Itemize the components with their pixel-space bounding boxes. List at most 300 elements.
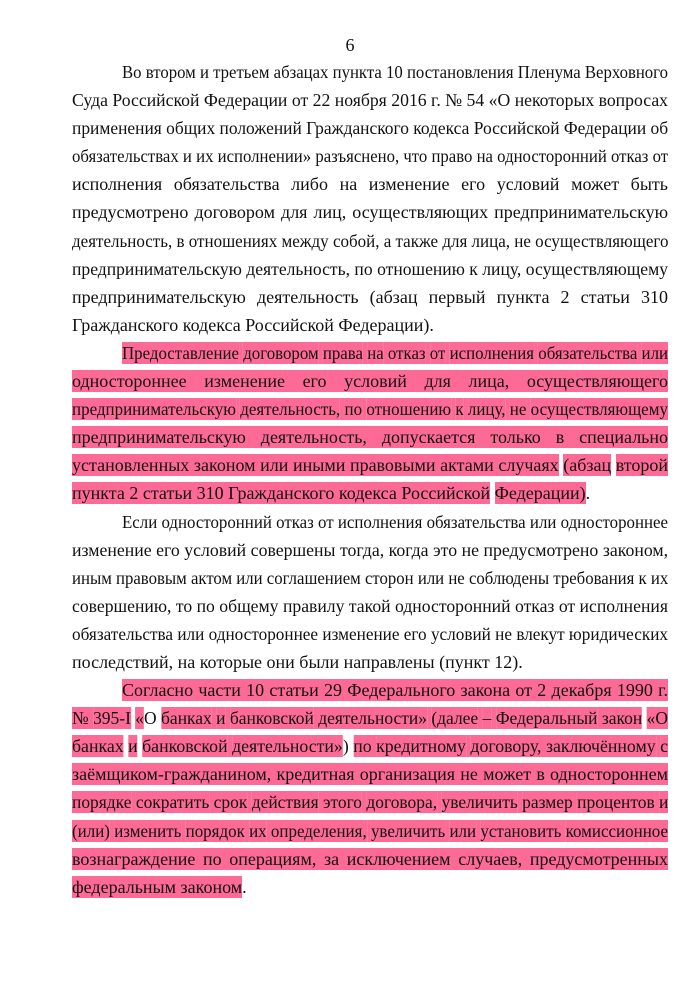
highlighted-word: 29	[323, 680, 342, 701]
highlighted-word: законом	[193, 455, 256, 476]
word-space	[328, 173, 340, 195]
word: Во	[122, 62, 142, 82]
word: тогда,	[339, 539, 385, 560]
word: соглашением	[266, 567, 361, 588]
text-line-content	[72, 201, 668, 223]
highlighted-word: вознаграждение	[72, 848, 196, 869]
word: Гражданского	[72, 314, 179, 335]
highlighted-word: установленных	[72, 455, 190, 476]
word: предпринимательскую	[494, 202, 669, 223]
highlighted-word: специально	[579, 427, 669, 448]
highlighted-word: порядок	[185, 820, 245, 841]
text-line	[72, 255, 668, 283]
highlighted-word: организация	[359, 764, 456, 785]
word: предусмотрено	[72, 202, 189, 223]
highlighted-word: статьи	[269, 680, 319, 701]
word: исполнения	[337, 511, 423, 532]
word: .	[585, 483, 591, 504]
highlighted-word: (далее	[431, 708, 479, 729]
word: это	[433, 539, 458, 560]
highlighted-word: не	[509, 399, 527, 420]
text-line	[72, 283, 668, 311]
word: Гражданского	[306, 118, 409, 139]
word: не	[514, 230, 531, 251]
word: или	[417, 567, 445, 588]
text-line-content	[72, 567, 668, 589]
highlighted-word: Российской	[401, 483, 491, 504]
text-line-content	[72, 735, 668, 757]
highlighted-word: или	[641, 342, 668, 363]
word: кодекса	[413, 118, 470, 139]
word-space	[327, 370, 345, 392]
word: Российской	[245, 314, 334, 335]
highlighted-word: договору,	[470, 736, 542, 757]
word-space	[222, 848, 230, 870]
word-space	[162, 173, 174, 195]
word: что	[403, 146, 428, 167]
word: односторонний	[161, 511, 272, 532]
word: юридических	[568, 623, 669, 644]
word: положений	[219, 118, 302, 139]
text-line-content	[72, 848, 668, 870]
word: отказ	[514, 595, 555, 616]
word: обязательствах	[72, 146, 179, 167]
highlighted-word: заёмщиком-гражданином,	[72, 764, 272, 785]
word: односторонний	[395, 595, 511, 616]
highlighted-word: заключённому	[545, 736, 656, 757]
word: совершены	[250, 539, 336, 560]
highlighted-word: размер	[522, 792, 573, 813]
highlighted-word: федеральным	[72, 876, 177, 897]
highlighted-word: банках	[72, 736, 124, 757]
word: правилу	[282, 595, 345, 616]
word: по	[196, 595, 215, 616]
highlighted-word: Предоставление	[122, 342, 239, 363]
text-line	[72, 423, 668, 451]
word: (пункт	[439, 651, 490, 672]
highlighted-word: 395-I	[93, 708, 131, 729]
text-line-content	[122, 511, 668, 533]
highlighted-word: банковской	[142, 736, 228, 757]
text-line	[72, 788, 668, 816]
word: и	[182, 146, 192, 167]
highlighted-word: 1990	[616, 680, 653, 701]
word: от	[318, 511, 334, 532]
word: то	[175, 595, 193, 616]
word: деятельность,	[246, 258, 350, 279]
text-line	[72, 198, 668, 226]
word: отказ	[276, 511, 314, 532]
word-space	[570, 286, 581, 308]
highlighted-word: и	[216, 708, 226, 729]
highlighted-word: 2	[537, 680, 547, 701]
highlighted-word: или	[260, 455, 289, 476]
word-space	[280, 173, 292, 195]
word-space	[485, 173, 497, 195]
highlighted-word: банковской	[229, 708, 314, 729]
text-line	[72, 817, 668, 845]
word: Суда	[72, 90, 108, 111]
highlighted-word: актами	[440, 455, 494, 476]
word-space	[451, 370, 469, 392]
word: или	[529, 511, 557, 532]
highlighted-word: Федерального	[347, 680, 456, 701]
word: деятельность,	[72, 230, 173, 251]
word: лицу,	[482, 258, 522, 279]
word: исполнения	[579, 595, 668, 616]
text-line	[72, 845, 668, 873]
word: собой,	[332, 230, 380, 251]
highlighted-word: 310	[196, 483, 224, 504]
text-line	[72, 508, 668, 536]
word-space	[509, 370, 527, 392]
text-line	[72, 592, 668, 620]
word: (абзац	[369, 286, 418, 307]
highlighted-word: осуществляющему	[530, 399, 668, 420]
word: законом,	[602, 539, 669, 560]
word: 22	[312, 90, 331, 111]
highlighted-word: отношению	[366, 399, 452, 420]
text-line-content	[72, 89, 668, 111]
highlighted-word: правовыми	[349, 455, 436, 476]
word: осуществляющему	[525, 258, 668, 279]
text-line-content	[72, 595, 668, 617]
word-space	[187, 370, 205, 392]
text-line-content	[72, 876, 247, 898]
word: на	[177, 651, 196, 672]
highlighted-word: случаев,	[458, 848, 523, 869]
text-line-content	[72, 539, 668, 561]
highlighted-word: срок	[213, 792, 248, 813]
word: требования	[553, 567, 635, 588]
word: договором	[194, 202, 275, 223]
word: которые	[199, 651, 263, 672]
word: может	[571, 174, 620, 195]
highlighted-word: договором	[243, 342, 319, 363]
text-line	[72, 732, 668, 760]
paragraph	[72, 508, 668, 677]
word-space	[522, 848, 530, 870]
word: применения	[72, 118, 162, 139]
text-line-content	[122, 342, 668, 364]
word: 10	[386, 62, 403, 82]
word: предпринимательскую	[72, 258, 242, 279]
word: также	[395, 230, 439, 251]
word: некоторых	[514, 90, 595, 111]
word: Российской	[473, 118, 560, 139]
highlighted-word: (абзац	[563, 455, 612, 476]
text-line-content	[122, 679, 668, 701]
highlighted-word: увеличить	[370, 820, 446, 841]
word-space	[285, 370, 303, 392]
text-line-content	[72, 707, 668, 729]
word: обязательства	[426, 511, 526, 532]
word-space	[357, 173, 369, 195]
word: не	[448, 567, 465, 588]
highlighted-word: деятельности»	[318, 708, 427, 729]
text-line-content	[72, 482, 590, 504]
word: от	[291, 90, 309, 111]
word: их	[650, 567, 669, 588]
word: быть	[630, 174, 668, 195]
word: 310	[641, 286, 669, 307]
highlighted-word: исключением	[346, 848, 451, 869]
highlighted-word: их	[249, 820, 267, 841]
word: обязательства	[72, 623, 174, 644]
word: )	[342, 736, 349, 757]
word: деятельность	[256, 286, 359, 307]
word: их	[196, 146, 214, 167]
highlighted-word: предпринимательскую	[72, 427, 246, 448]
highlighted-word: исполнения	[449, 342, 535, 363]
word: последствий,	[72, 651, 174, 672]
word: отношениях	[188, 230, 278, 251]
word: односторонний	[497, 146, 607, 167]
word: .	[242, 876, 247, 897]
text-line	[72, 536, 668, 564]
word-space	[630, 286, 641, 308]
word: влекут	[516, 623, 565, 644]
document-body	[72, 58, 668, 901]
word: или	[177, 623, 205, 644]
word: об	[650, 118, 669, 139]
word-space	[559, 173, 571, 195]
highlighted-word: действия	[251, 792, 319, 813]
text-line-content	[72, 791, 668, 813]
highlighted-word: осуществляющего	[526, 371, 668, 392]
paragraph	[72, 58, 668, 339]
word: его	[461, 174, 486, 195]
word-space	[450, 173, 462, 195]
word: общему	[219, 595, 279, 616]
word-space	[451, 848, 459, 870]
word: Если	[122, 511, 158, 532]
highlighted-word: для	[424, 371, 451, 392]
word: 54	[466, 90, 485, 111]
text-line	[72, 58, 668, 86]
highlighted-word: одностороннем	[550, 764, 669, 785]
word: от	[558, 595, 576, 616]
word: г.	[431, 90, 441, 111]
text-line-content	[72, 173, 668, 195]
highlighted-word: закона	[460, 680, 511, 701]
highlighted-word: и	[659, 792, 669, 813]
text-line	[72, 339, 668, 367]
text-line-content	[72, 454, 668, 476]
highlighted-word: законом	[180, 876, 243, 897]
word: не	[461, 539, 479, 560]
word: соблюдены	[468, 567, 550, 588]
word-space	[549, 286, 560, 308]
word-space	[541, 426, 556, 448]
text-line	[72, 367, 668, 395]
word: 12).	[494, 651, 523, 672]
text-line	[72, 311, 668, 339]
highlighted-word: его	[302, 371, 327, 392]
text-line	[72, 760, 668, 788]
text-line-content	[72, 314, 434, 336]
word: втором	[145, 62, 196, 82]
highlighted-word: статьи	[142, 483, 193, 504]
highlighted-word: Федерации)	[494, 483, 586, 504]
word: и	[199, 62, 209, 82]
text-line-content	[72, 258, 668, 280]
word: отношению	[377, 258, 465, 279]
text-line-content	[72, 117, 668, 139]
word: первый	[428, 286, 486, 307]
highlighted-word: 10	[246, 680, 265, 701]
highlighted-word: увеличить	[441, 792, 518, 813]
word-space	[339, 848, 347, 870]
highlighted-word: по	[202, 848, 222, 869]
word: от	[652, 146, 669, 167]
word: пункта	[496, 286, 550, 307]
highlighted-word: допускается	[381, 427, 476, 448]
word: или	[236, 567, 263, 588]
highlighted-word: деятельности»	[232, 736, 343, 757]
word: на	[476, 146, 493, 167]
highlighted-word: иными	[292, 455, 346, 476]
highlighted-word: отказ	[387, 342, 426, 363]
word: 2016	[391, 90, 427, 111]
text-line-content	[72, 763, 668, 785]
highlighted-word: второй	[615, 455, 669, 476]
text-line-content	[72, 651, 523, 673]
text-line-content	[72, 623, 668, 645]
highlighted-word: Согласно	[122, 680, 194, 701]
word: не	[495, 623, 513, 644]
word: его	[403, 623, 427, 644]
word: Российской	[112, 90, 200, 111]
text-line	[72, 676, 668, 704]
text-line	[72, 873, 668, 901]
word: право	[431, 146, 473, 167]
text-line	[72, 451, 668, 479]
word: кодекса	[182, 314, 241, 335]
word: изменение	[322, 623, 400, 644]
text-line	[72, 395, 668, 423]
word: статьи	[580, 286, 630, 307]
text-line	[72, 564, 668, 592]
text-line-content	[72, 820, 668, 842]
word: направлены	[343, 651, 435, 672]
word: предпринимательскую	[72, 286, 246, 307]
text-line-content	[72, 230, 668, 252]
highlighted-word: не	[460, 764, 478, 785]
highlighted-word: по	[353, 736, 372, 757]
text-line-content	[72, 145, 668, 167]
word: совершению,	[72, 595, 172, 616]
word: исполнения	[72, 174, 163, 195]
highlighted-word: части	[198, 680, 241, 701]
highlighted-word: декабря	[551, 680, 612, 701]
word: Пленума	[517, 62, 581, 82]
word: такой	[348, 595, 391, 616]
highlighted-word: в	[536, 764, 545, 785]
word: правовым	[116, 567, 187, 588]
word: Федерации	[563, 118, 647, 139]
word: предусмотрено	[483, 539, 599, 560]
word-space	[246, 286, 257, 308]
highlighted-word: №	[72, 708, 89, 729]
highlighted-word: только	[490, 427, 541, 448]
highlighted-word: Федеральный	[495, 708, 598, 729]
word: пункта	[332, 62, 382, 82]
word: О	[144, 708, 157, 729]
word: сторон	[364, 567, 414, 588]
word: отказ	[610, 146, 649, 167]
highlighted-word: с	[660, 736, 669, 757]
word-space	[359, 286, 370, 308]
highlighted-word: от	[515, 680, 533, 701]
highlighted-word: в	[555, 427, 565, 448]
word-space	[485, 286, 496, 308]
highlighted-word: кодекса	[338, 483, 397, 504]
highlighted-word: пункта	[72, 483, 125, 504]
word: абзацах	[273, 62, 329, 82]
text-line-content	[72, 398, 668, 420]
highlighted-word: и	[128, 736, 138, 757]
highlighted-word: определения,	[270, 820, 367, 841]
word: иным	[72, 567, 112, 588]
highlighted-word: закон	[601, 708, 643, 729]
word: №	[445, 90, 463, 111]
text-line-content	[72, 426, 668, 448]
word: либо	[291, 174, 328, 195]
word-space	[367, 426, 382, 448]
word: осуществляющего	[535, 230, 669, 251]
highlighted-word: операциям,	[229, 848, 317, 869]
word: актом	[190, 567, 233, 588]
word: были	[299, 651, 340, 672]
highlighted-word: сократить	[135, 792, 210, 813]
word: изменение	[72, 539, 152, 560]
highlighted-word: от	[429, 342, 446, 363]
highlighted-word: (или)	[72, 820, 110, 841]
word: изменение	[368, 174, 450, 195]
word-space	[316, 848, 324, 870]
text-line	[72, 170, 668, 198]
word: Верховного	[584, 62, 669, 82]
highlighted-word: изменение	[204, 371, 285, 392]
text-line	[72, 479, 668, 507]
text-line	[72, 704, 668, 732]
highlighted-word: лица,	[468, 371, 510, 392]
word-space	[475, 426, 490, 448]
highlighted-paragraph	[72, 676, 668, 901]
text-line	[72, 620, 668, 648]
highlighted-word: Гражданского	[228, 483, 335, 504]
text-line	[72, 114, 668, 142]
highlighted-word: права	[322, 342, 363, 363]
word: лица,	[471, 230, 511, 251]
text-line-content	[72, 370, 668, 392]
text-line-content	[72, 286, 668, 308]
text-line	[72, 648, 668, 676]
word: для	[442, 230, 468, 251]
word: к	[469, 258, 478, 279]
word: третьем	[213, 62, 270, 82]
highlighted-word: –	[482, 708, 492, 729]
text-line	[72, 142, 668, 170]
text-line-content	[122, 61, 668, 83]
word: вопросах	[598, 90, 668, 111]
word-space	[407, 370, 425, 392]
word: «О	[488, 90, 511, 111]
word: к	[638, 567, 647, 588]
word: обязательства	[173, 174, 280, 195]
page-number: 6	[345, 35, 355, 55]
